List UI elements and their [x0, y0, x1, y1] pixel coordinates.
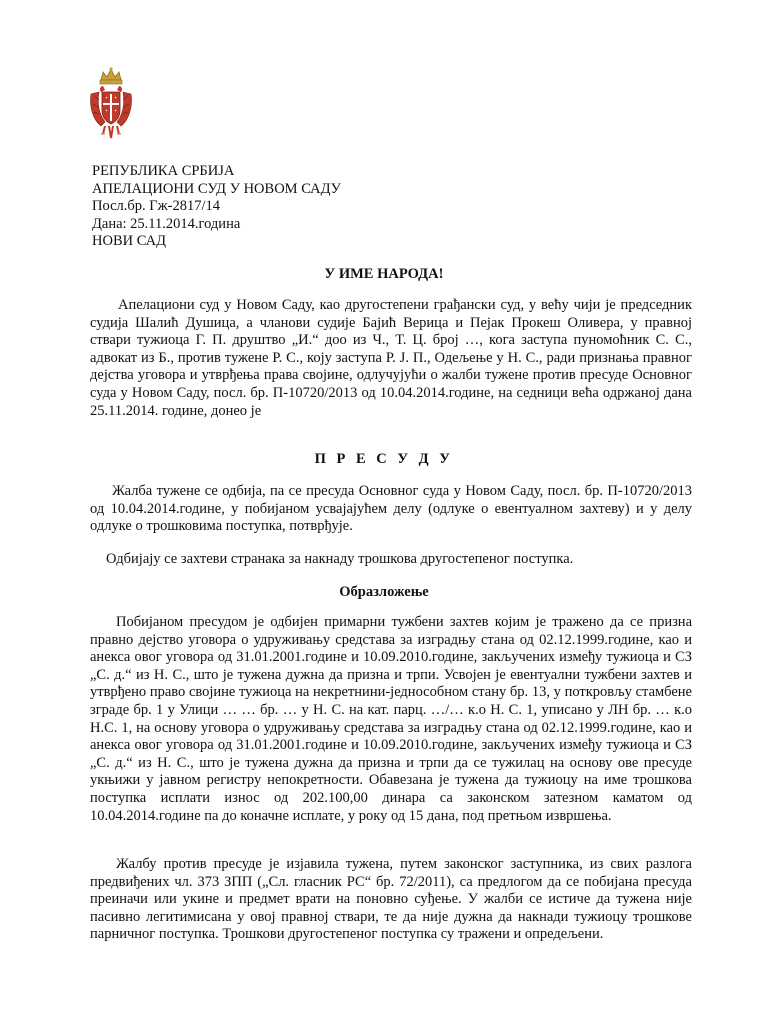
in-name-of-people-heading: У ИМЕ НАРОДА!	[324, 266, 444, 282]
header-court: АПЕЛАЦИОНИ СУД У НОВОМ САДУ	[92, 180, 341, 197]
court-header	[92, 163, 341, 251]
serbia-coat-of-arms-icon	[87, 66, 135, 144]
header-date: Дана: 25.11.2014.година	[92, 215, 241, 232]
header-case-number: Посл.бр. Гж-2817/14	[92, 198, 221, 215]
costs-paragraph: Одбијају се захтеви странака за накнаду трошкова другостепеног поступка.	[106, 551, 574, 567]
reasoning-heading: Образложење	[339, 584, 429, 600]
verdict-heading: П Р Е С У Д У	[314, 451, 454, 467]
intro-paragraph: Апелациони суд у Новом Саду, као другостепени грађански суд, у већу чији је председник судија Шалић Душица, а чланови судије Бајић Верица и Пејак Прокеш Оливера, у правној ствари тужиоца Г. П. друштво „И.“ доо из Ч., Т. Ц. број …, кога заступа пуномоћник С. С., адвокат из Б., против тужене Р. С., коју заступа Р. Ј. П., Одељење у Н. С., ради признања правног дејства уговора и утврђења права својине, одлучујући о жалби тужене против пресуде Основног суда у Новом Саду, посл. бр. П-10720/2013 од 10.04.2014.године, на седници већа одржаној дана 25.11.2014. године, донео је	[90, 297, 692, 419]
header-city: НОВИ САД	[92, 233, 167, 250]
reasoning-paragraph-2: Жалбу против пресуде је изјавила тужена, путем законског заступника, из свих разлога предвиђених чл. 373 ЗПП („Сл. гласник РС“ бр. 72/2011), са предлогом да се побијана пресуда преиначи или укине и предмет врати на поновно суђење. У жалби се истиче да тужена није пасивно легитимисана у овој правној ствари, те да није дужна да накнади тужиоцу трошкове парничног поступка. Трошкови другостепеног поступка су тражени и опредељени.	[90, 856, 692, 943]
verdict-paragraph: Жалба тужене се одбија, па се пресуда Основног суда у Новом Саду, посл. бр. П-10720/2013 од 10.04.2014.године, у побијаном усвајајућем делу (одлуке о евентуалном захтеву) и у делу одлуке о трошковима поступка, потврђује.	[90, 483, 692, 535]
reasoning-paragraph-1: Побијаном пресудом је одбијен примарни тужбени захтев којим је тражено да се призна правно дејство уговора о удруживању средстава за изградњу стана од 02.12.1999.године, као и анекса овог уговора од 31.01.2001.године и 10.09.2010.године, закључених између тужиоца и СЗ „С. д.“ из Н. С., што је тужена дужна да призна и трпи. Усвојен је евентуални тужбени захтев и утврђено право својине тужиоца на некретнини-једнособном стану бр. 13, у поткровљу стамбене зграде бр. 1 у Улици … … бр. … у Н. С. на кат. парц. …/… к.о Н. С. 1, уписано у ЛН бр. … к.о Н.С. 1, на основу уговора о удруживању средстава за изградњу стана од 02.12.1999.године, као и анекса овог уговора од 31.01.2001.године и 10.09.2010.године, закључених између тужиоца и СЗ „С. д.“ из Н. С., што је тужена дужна да призна и трпи да се тужилац на основу ове пресуде укњижи у јавном регистру непокретности. Обавезана је тужена да тужиоцу на име трошкова поступка исплати износ од 202.100,00 динара са законском затезном каматом од 10.04.2014.године па до коначне исплате, у року од 15 дана, под претњом извршења.	[90, 614, 692, 824]
header-country: РЕПУБЛИКА СРБИЈА	[92, 163, 235, 179]
